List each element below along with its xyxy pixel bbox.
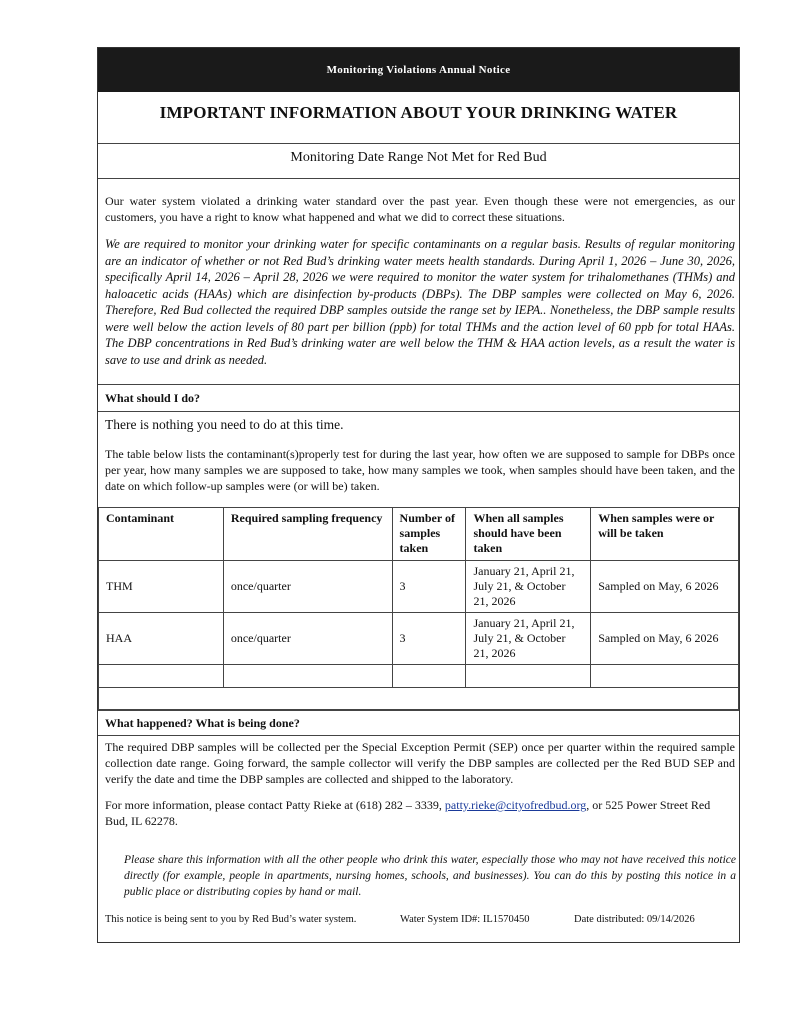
what-happened-paragraph: The required DBP samples will be collected per the Special Exception Permit (SEP) once per quarter within the required sample collection date range. Going forward, the sample collector will verify the DBP samples are collected per the Red BUD SEP and verify the date and time the DBP samples are collected and shipped to the laboratory.: [105, 740, 735, 786]
divider: [98, 709, 739, 710]
notice-frame: [97, 47, 740, 943]
column-header: Contaminant: [99, 508, 224, 561]
table-cell: Sampled on May, 6 2026: [591, 613, 739, 665]
table-header-row: [99, 508, 739, 561]
what-happened-heading: What happened? What is being done?: [105, 716, 300, 730]
table-cell: THM: [99, 561, 224, 613]
contact-email-link[interactable]: patty.rieke@cityofredbud.org: [444, 798, 587, 812]
divider: [98, 411, 739, 412]
column-header: When samples were or will be taken: [591, 508, 739, 561]
table-cell: [223, 665, 392, 688]
divider: [98, 178, 739, 179]
table-cell: Sampled on May, 6 2026: [591, 561, 739, 613]
table-cell: once/quarter: [223, 561, 392, 613]
notice-subtitle: Monitoring Date Range Not Met for Red Bud: [290, 150, 547, 165]
table-cell: January 21, April 21, July 21, & October 21, 2026: [466, 561, 591, 613]
table-cell: [466, 665, 591, 688]
table-cell: January 21, April 21, July 21, & October 21, 2026: [466, 613, 591, 665]
contact-prefix: For more information, please contact Patty Rieke at (618) 282 – 3339,: [105, 798, 445, 812]
divider: [98, 143, 739, 144]
divider: [98, 735, 739, 736]
column-header: Number of samples taken: [392, 508, 466, 561]
contact-suffix: , or 525 Power Street Red Bud, IL 62278.: [105, 798, 711, 828]
footer-system-id: Water System ID#: IL1570450: [400, 914, 530, 925]
table-row-empty: [99, 665, 739, 688]
table-cell: [392, 665, 466, 688]
footer-date-distributed: Date distributed: 09/14/2026: [574, 914, 695, 925]
table-cell: [591, 665, 739, 688]
table-cell: [99, 688, 739, 711]
column-header: When all samples should have been taken: [466, 508, 591, 561]
table-row: [99, 561, 739, 613]
page-title: IMPORTANT INFORMATION ABOUT YOUR DRINKING WATER: [159, 103, 678, 122]
nothing-to-do-text: There is nothing you need to do at this time.: [105, 417, 344, 432]
table-cell: HAA: [99, 613, 224, 665]
notice-banner: Monitoring Violations Annual Notice: [98, 48, 739, 92]
table-intro-paragraph: The table below lists the contaminant(s)properly test for during the last year, how often we are supposed to sample for DBPs once per year, how many samples we are supposed to take, how many samples we took, when samples should have been taken, and the date on which follow-up samples were (or will be) taken.: [105, 447, 735, 493]
table-cell: [99, 665, 224, 688]
divider: [98, 384, 739, 385]
share-notice: Please share this information with all the other people who drink this water, especially those who may not have received this notice directly (for example, people in apartments, nursing homes, schools, and businesses). You can do this by posting this notice in a public place or distributing copies by hand or mail.: [124, 854, 736, 898]
footer-sent-by: This notice is being sent to you by Red Bud’s water system.: [105, 914, 357, 925]
sampling-table: [98, 507, 739, 711]
intro-paragraph: Our water system violated a drinking water standard over the past year. Even though these were not emergencies, as our customers, you have a right to know what happened and what we did to correct these situations.: [105, 194, 735, 224]
table-cell: once/quarter: [223, 613, 392, 665]
contact-paragraph: [105, 797, 735, 829]
table-cell: 3: [392, 561, 466, 613]
what-should-heading: What should I do?: [105, 391, 201, 405]
table-row-spacer: [99, 688, 739, 711]
table-cell: 3: [392, 613, 466, 665]
table-row: [99, 613, 739, 665]
column-header: Required sampling frequency: [223, 508, 392, 561]
explanation-paragraph: We are required to monitor your drinking water for specific contaminants on a regular basis. Results of regular monitoring are an indicator of whether or not Red Bud’s drinking water meets health standards. During April 1, 2026 – June 30, 2026, specifically April 14, 2026 – April 28, 2026 we were required to monitor the water system for trihalomethanes (THMs) and haloacetic acids (HAAs) which are disinfection by-products (DBPs). The DBP samples were collected on May 6, 2026. Therefore, Red Bud collected the required DBP samples outside the range set by IEPA.. Nonetheless, the DBP sample results were well below the action levels of 80 part per billion (ppb) for total THMs and the action level of 60 ppb for total HAAs. The DBP concentrations in Red Bud’s drinking water are well below the THM & HAA action levels, as a result the water is save to use and drink as needed.: [105, 237, 735, 367]
